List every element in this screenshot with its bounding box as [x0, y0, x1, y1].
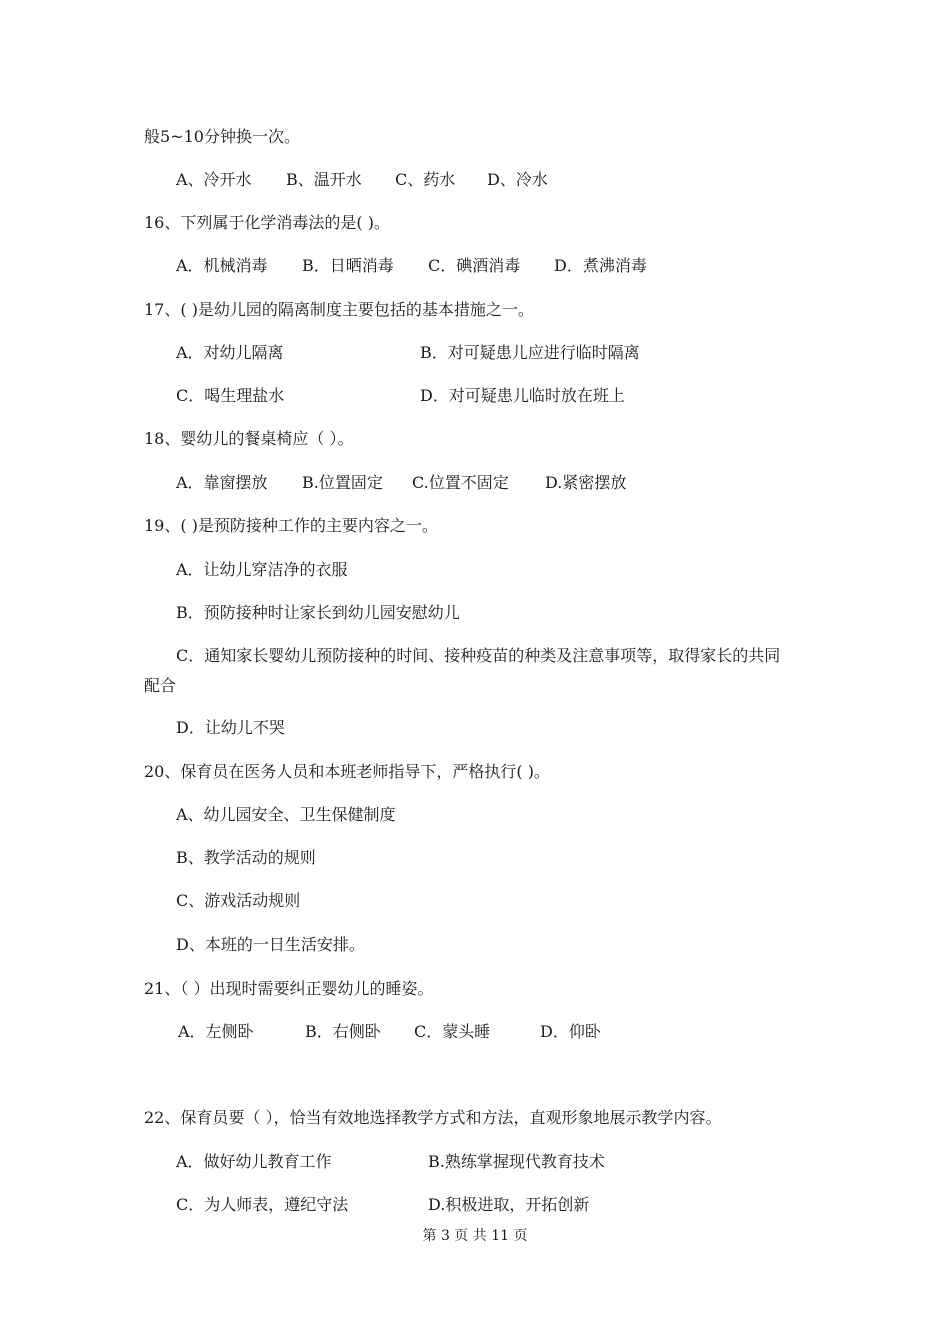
option-17b: B．对可疑患儿应进行临时隔离: [420, 343, 640, 362]
option-19c-continuation: 配合: [144, 676, 177, 695]
option-15d: D、冷水: [487, 170, 548, 189]
question-19: 19、( )是预防接种工作的主要内容之一。: [144, 516, 438, 535]
option-22d: D.积极进取，开拓创新: [428, 1195, 590, 1214]
option-20b: B、教学活动的规则: [176, 848, 316, 867]
question-17: 17、( )是幼儿园的隔离制度主要包括的基本措施之一。: [144, 300, 534, 319]
option-21a: A．左侧卧: [178, 1022, 254, 1041]
option-18d: D.紧密摆放: [545, 473, 627, 492]
option-20c: C、游戏活动规则: [176, 891, 301, 910]
option-15c: C、药水: [395, 170, 456, 189]
option-21c: C．蒙头睡: [414, 1022, 491, 1041]
option-19b: B．预防接种时让家长到幼儿园安慰幼儿: [176, 603, 460, 622]
option-16d: D．煮沸消毒: [554, 256, 647, 275]
option-19d: D．让幼儿不哭: [176, 718, 285, 737]
option-18b: B.位置固定: [302, 473, 383, 492]
option-22a: A．做好幼儿教育工作: [176, 1152, 332, 1171]
option-20a: A、幼儿园安全、卫生保健制度: [176, 805, 396, 824]
question-20: 20、保育员在医务人员和本班老师指导下，严格执行( )。: [144, 762, 550, 781]
question-16: 16、下列属于化学消毒法的是( )。: [144, 213, 390, 232]
option-15b: B、温开水: [286, 170, 362, 189]
question-continuation: 般5~10分钟换一次。: [144, 127, 300, 146]
option-20d: D、本班的一日生活安排。: [176, 935, 365, 954]
option-19a: A．让幼儿穿洁净的衣服: [176, 560, 348, 579]
option-18a: A．靠窗摆放: [176, 473, 268, 492]
page-number-footer: 第 3 页 共 11 页: [422, 1228, 528, 1244]
option-21b: B．右侧卧: [305, 1022, 381, 1041]
question-21: 21、（ ）出现时需要纠正婴幼儿的睡姿。: [144, 979, 434, 998]
option-21d: D．仰卧: [540, 1022, 601, 1041]
question-18: 18、婴幼儿的餐桌椅应（ ）。: [144, 429, 354, 448]
option-17c: C．喝生理盐水: [176, 386, 285, 405]
question-22: 22、保育员要（ ），恰当有效地选择教学方式和方法，直观形象地展示教学内容。: [144, 1108, 722, 1127]
option-19c: C．通知家长婴幼儿预防接种的时间、接种疫苗的种类及注意事项等，取得家长的共同: [176, 646, 781, 665]
option-17a: A．对幼儿隔离: [176, 343, 284, 362]
option-22c: C．为人师表，遵纪守法: [176, 1195, 349, 1214]
option-16b: B．日晒消毒: [302, 256, 394, 275]
option-16a: A．机械消毒: [176, 256, 268, 275]
option-15a: A、冷开水: [176, 170, 252, 189]
option-16c: C．碘酒消毒: [428, 256, 521, 275]
option-17d: D．对可疑患儿临时放在班上: [420, 386, 625, 405]
option-18c: C.位置不固定: [412, 473, 509, 492]
option-22b: B.熟练掌握现代教育技术: [428, 1152, 605, 1171]
